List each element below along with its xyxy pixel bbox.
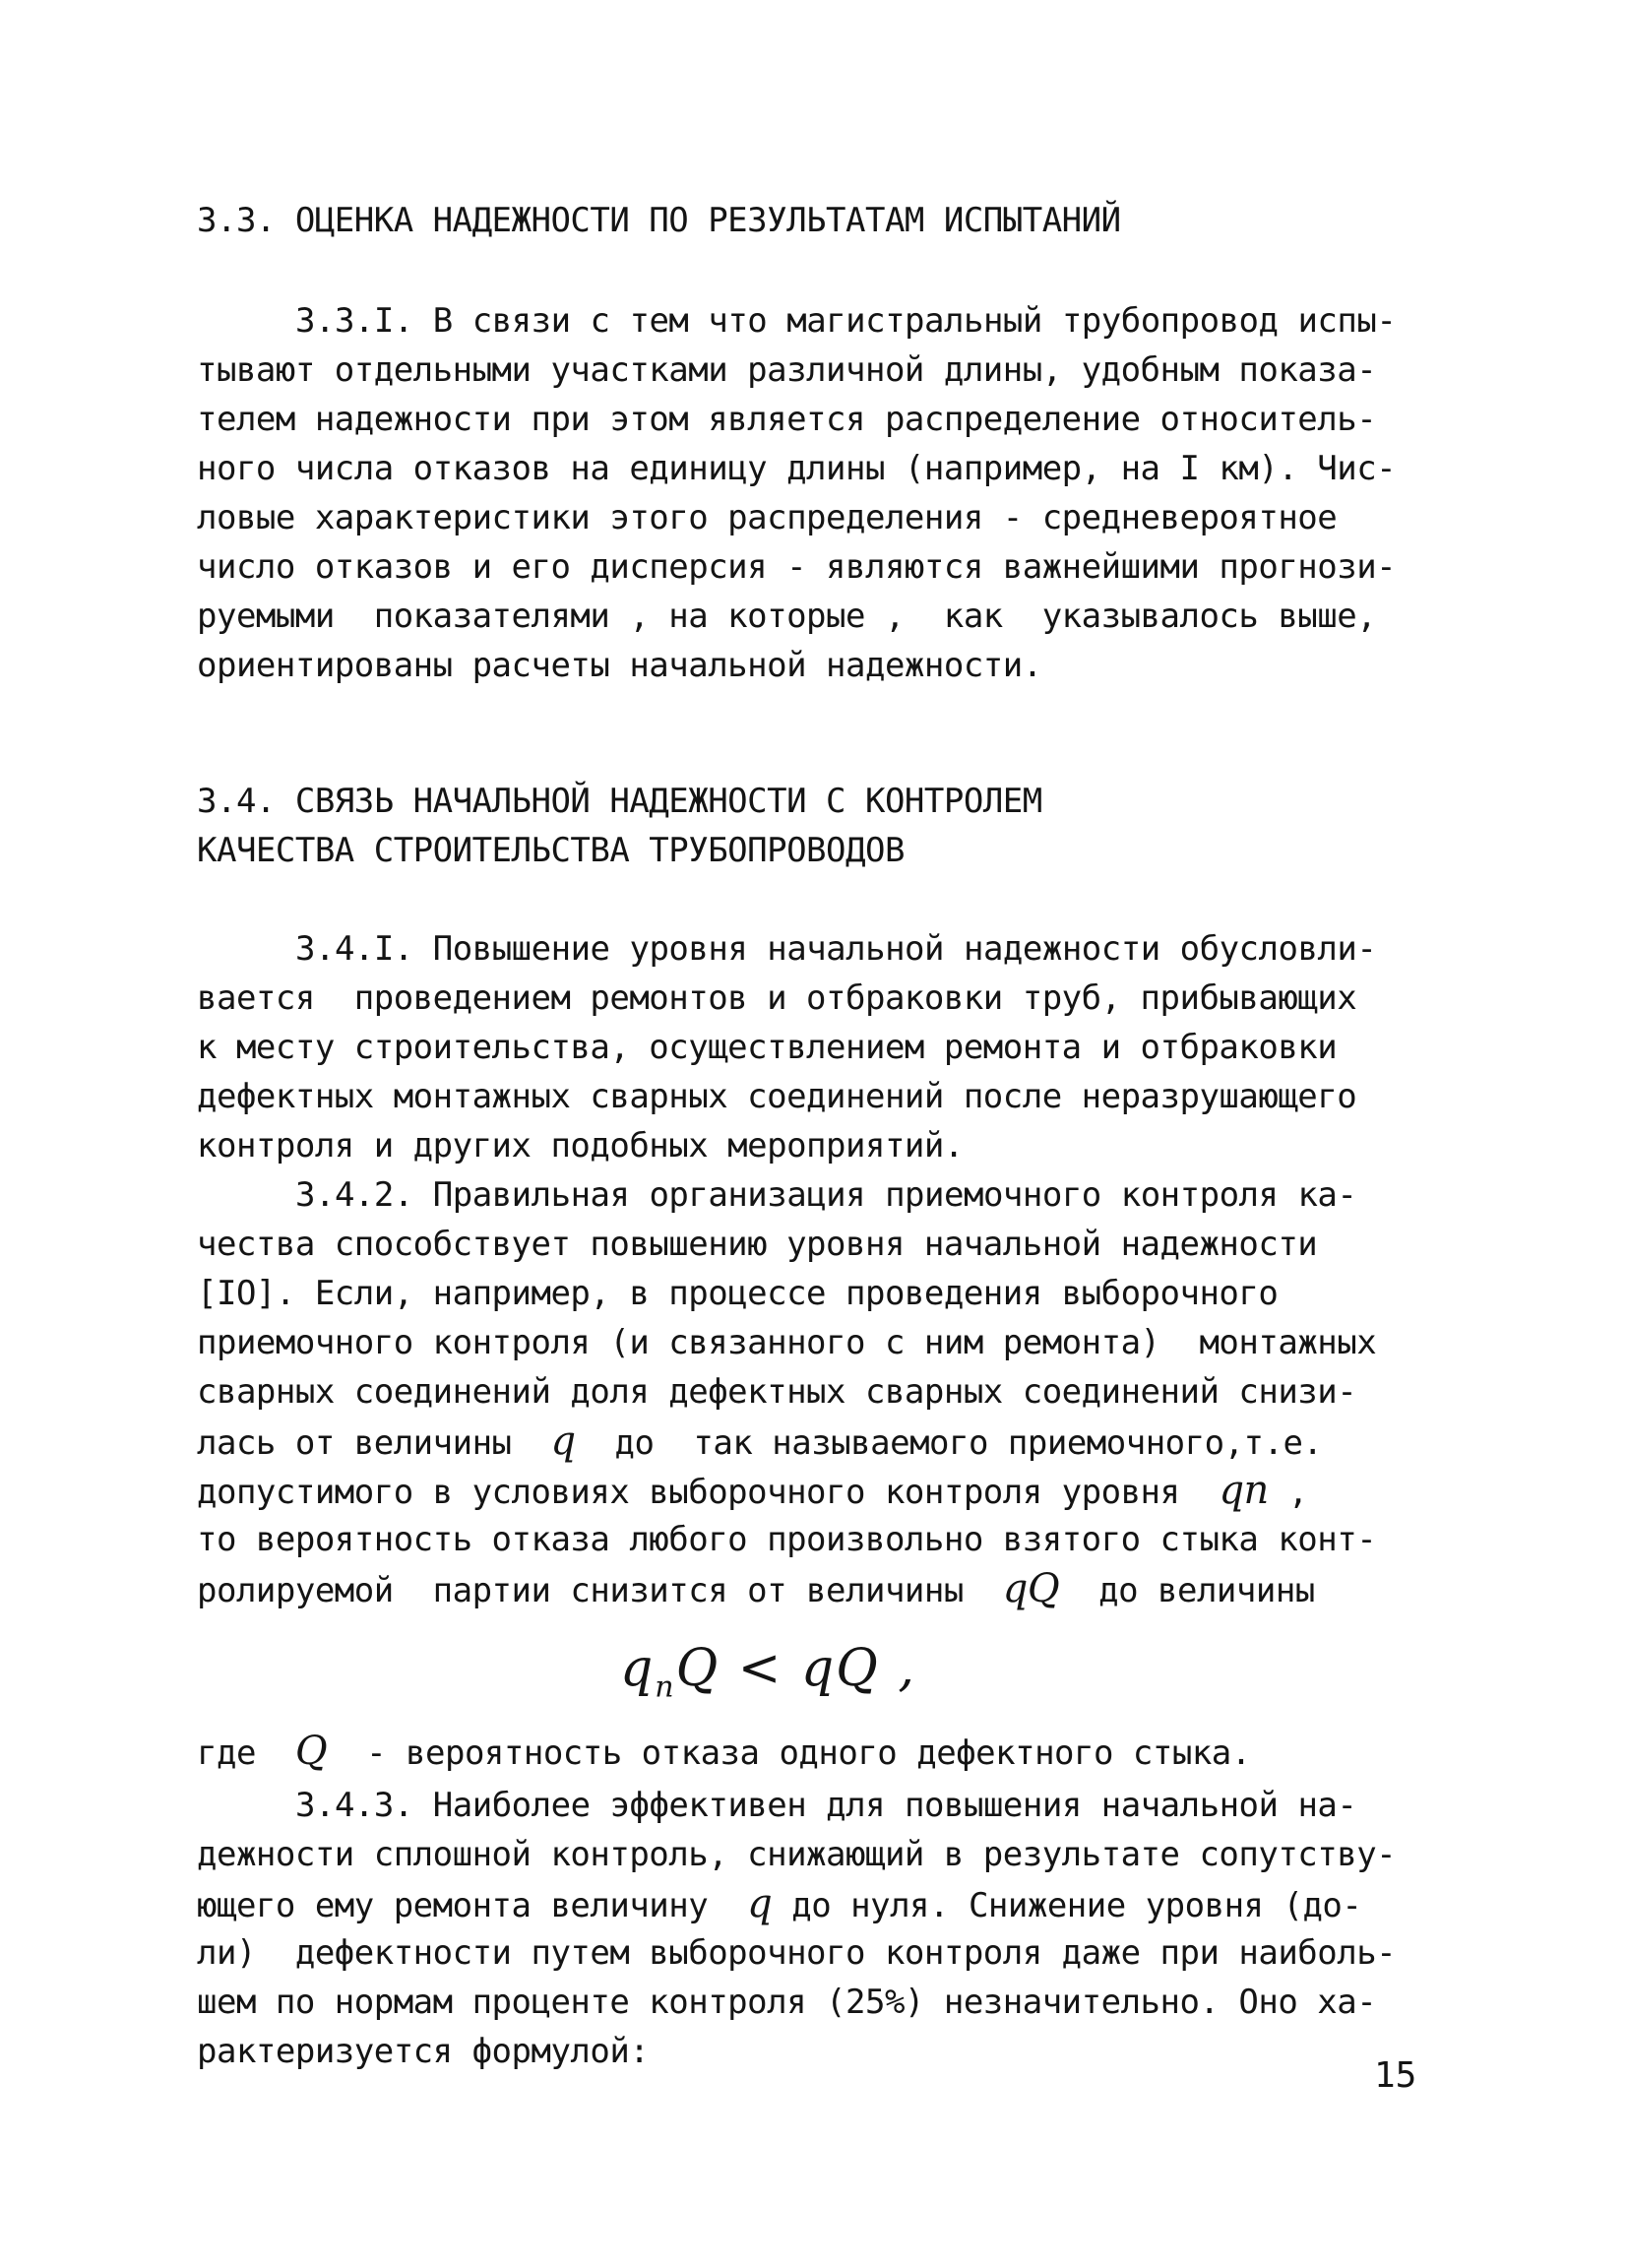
- paragraph-line: ориентированы расчеты начальной надежности.: [197, 646, 1042, 685]
- paragraph-line: 3.4.I. Повышение уровня начальной надежности обусловли-: [295, 929, 1377, 969]
- paragraph-line: ловые характеристики этого распределения - средневероятное: [197, 498, 1338, 537]
- text-run: допустимого в условиях выборочного контроля уровня: [197, 1473, 1220, 1512]
- paragraph-line: [197, 1418, 1322, 1467]
- paragraph-line: приемочного контроля (и связанного с ним ремонта) монтажных: [197, 1323, 1377, 1362]
- text-run: до нуля. Снижение уровня (до-: [772, 1886, 1362, 1925]
- text-run: до величины: [1059, 1571, 1315, 1610]
- paragraph-line: тывают отдельными участками различной длины, удобным показа-: [197, 350, 1377, 390]
- text-run: ,: [1268, 1473, 1308, 1512]
- paragraph-line: [197, 1467, 1308, 1516]
- symbol-qn: qп: [1219, 1468, 1269, 1513]
- text-run: до так называемого приемочного,т.е.: [575, 1423, 1323, 1463]
- paragraph-line: контроля и других подобных мероприятий.: [197, 1126, 964, 1166]
- formula-q: q: [620, 1639, 656, 1698]
- page-number: 15: [1374, 2055, 1417, 2096]
- paragraph-line: к месту строительства, осуществлением ремонта и отбраковки: [197, 1028, 1338, 1067]
- text-run: где: [197, 1733, 295, 1773]
- text-run: лась от величины: [197, 1423, 551, 1463]
- symbol-Q: Q: [294, 1729, 328, 1774]
- symbol-q: q: [747, 1881, 773, 1926]
- paragraph-line: то вероятность отказа любого произвольно взятого стыка конт-: [197, 1520, 1377, 1559]
- text-run: ющего ему ремонта величину: [197, 1886, 748, 1925]
- paragraph-line: 3.3.I. В связи с тем что магистральный трубопровод испы-: [295, 301, 1397, 341]
- text-run: - вероятность отказа одного дефектного стыка.: [327, 1733, 1251, 1773]
- paragraph-line: дежности сплошной контроль, снижающий в результате сопутству-: [197, 1835, 1397, 1874]
- paragraph-line: чества способствует повышению уровня начальной надежности: [197, 1225, 1318, 1264]
- symbol-q: q: [550, 1418, 576, 1464]
- symbol-qQ: qQ: [1002, 1566, 1060, 1611]
- paragraph-line: рактеризуется формулой:: [197, 2032, 650, 2071]
- paragraph-line: [197, 1880, 1361, 1929]
- paragraph-line: [IO]. Если, например, в процессе проведения выборочного: [197, 1274, 1279, 1313]
- section-3-4-heading-line1: 3.4. СВЯЗЬ НАЧАЛЬНОЙ НАДЕЖНОСТИ С КОНТРОЛЕМ: [197, 782, 1042, 821]
- text-run: ролируемой партии снизится от величины: [197, 1571, 1003, 1610]
- section-3-4-heading-line2: КАЧЕСТВА СТРОИТЕЛЬСТВА ТРУБОПРОВОДОВ: [197, 831, 905, 870]
- paragraph-line: 3.4.2. Правильная организация приемочного контроля ка-: [295, 1175, 1357, 1215]
- section-3-3-heading: 3.3. ОЦЕНКА НАДЕЖНОСТИ ПО РЕЗУЛЬТАТАМ ИСПЫТАНИЙ: [197, 201, 1121, 240]
- paragraph-line: число отказов и его дисперсия - являются важнейшими прогнози-: [197, 547, 1397, 587]
- paragraph-line: [197, 1728, 1251, 1777]
- paragraph-line: шем по нормам проценте контроля (25%) незначительно. Оно ха-: [197, 1983, 1377, 2022]
- paragraph-line: ного числа отказов на единицу длины (например, на I км). Чис-: [197, 449, 1397, 488]
- formula: [620, 1634, 916, 1722]
- paragraph-line: сварных соединений доля дефектных сварных соединений снизи-: [197, 1372, 1357, 1412]
- paragraph-line: 3.4.3. Наиболее эффективен для повышения начальной на-: [295, 1786, 1357, 1825]
- paragraph-line: вается проведением ремонтов и отбраковки труб, прибывающих: [197, 978, 1357, 1018]
- paragraph-line: телем надежности при этом является распределение относитель-: [197, 400, 1377, 439]
- paragraph-line: ли) дефектности путем выборочного контроля даже при наиболь-: [197, 1933, 1397, 1973]
- paragraph-line: дефектных монтажных сварных соединений после неразрушающего: [197, 1077, 1357, 1116]
- paragraph-line: руемыми показателями , на которые , как указывалось выше,: [197, 597, 1377, 636]
- paragraph-line: [197, 1565, 1315, 1614]
- formula-subscript: п: [655, 1670, 676, 1705]
- formula-rest: Q < qQ ,: [675, 1639, 916, 1698]
